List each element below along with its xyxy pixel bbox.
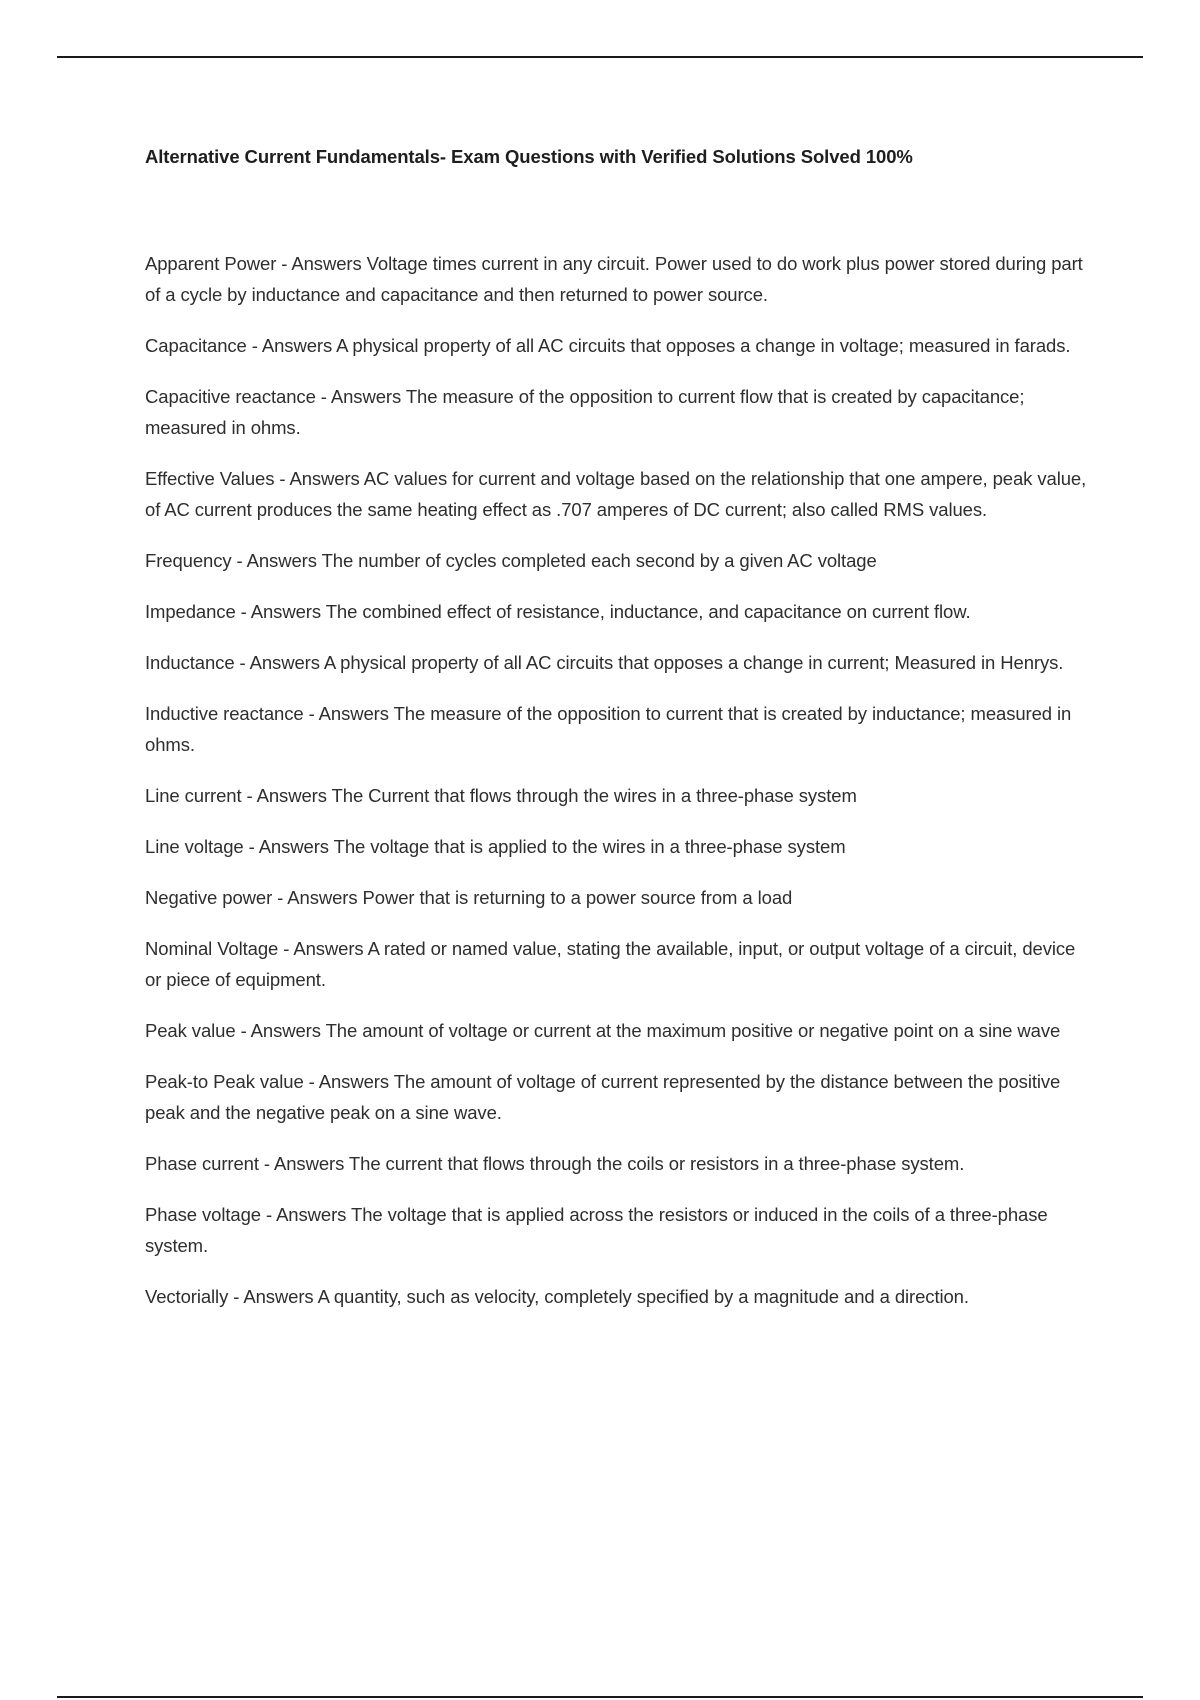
- definition-entry: Phase current - Answers The current that flows through the coils or resistors in a three-phase system.: [145, 1153, 965, 1174]
- definition-entry: Negative power - Answers Power that is returning to a power source from a load: [145, 887, 793, 908]
- definition-entry: Inductance - Answers A physical property of all AC circuits that opposes a change in current; Measured in Henrys.: [145, 652, 1064, 673]
- definition-entry: Line voltage - Answers The voltage that is applied to the wires in a three-phase system: [145, 836, 846, 857]
- definition-entry: Frequency - Answers The number of cycles completed each second by a given AC voltage: [145, 550, 877, 571]
- definition-list: [145, 248, 1090, 1332]
- definition-entry: Inductive reactance - Answers The measure of the opposition to current that is created by inductance; measured in ohms.: [145, 703, 1072, 755]
- definition-entry: Effective Values - Answers AC values for current and voltage based on the relationship that one ampere, peak value, of AC current produces the same heating effect as .707 amperes of DC current; also called RMS values.: [145, 468, 1087, 520]
- top-rule: [57, 56, 1143, 58]
- definition-entry: Capacitive reactance - Answers The measure of the opposition to current flow that is created by capacitance; measured in ohms.: [145, 386, 1025, 438]
- definition-entry: Peak-to Peak value - Answers The amount of voltage of current represented by the distance between the positive peak and the negative peak on a sine wave.: [145, 1071, 1061, 1123]
- definition-entry: Apparent Power - Answers Voltage times current in any circuit. Power used to do work plus power stored during part of a cycle by inductance and capacitance and then returned to power source.: [145, 253, 1083, 305]
- definition-entry: Impedance - Answers The combined effect of resistance, inductance, and capacitance on current flow.: [145, 601, 971, 622]
- bottom-rule: [57, 1696, 1143, 1698]
- definition-entry: Nominal Voltage - Answers A rated or named value, stating the available, input, or output voltage of a circuit, device or piece of equipment.: [145, 938, 1076, 990]
- definition-entry: Phase voltage - Answers The voltage that is applied across the resistors or induced in the coils of a three-phase system.: [145, 1204, 1048, 1256]
- definition-entry: Vectorially - Answers A quantity, such as velocity, completely specified by a magnitude and a direction.: [145, 1286, 969, 1307]
- definition-entry: Capacitance - Answers A physical property of all AC circuits that opposes a change in voltage; measured in farads.: [145, 335, 1071, 356]
- definition-entry: Peak value - Answers The amount of voltage or current at the maximum positive or negative point on a sine wave: [145, 1020, 1061, 1041]
- definition-entry: Line current - Answers The Current that flows through the wires in a three-phase system: [145, 785, 857, 806]
- document-title: Alternative Current Fundamentals- Exam Questions with Verified Solutions Solved 100%: [145, 146, 913, 167]
